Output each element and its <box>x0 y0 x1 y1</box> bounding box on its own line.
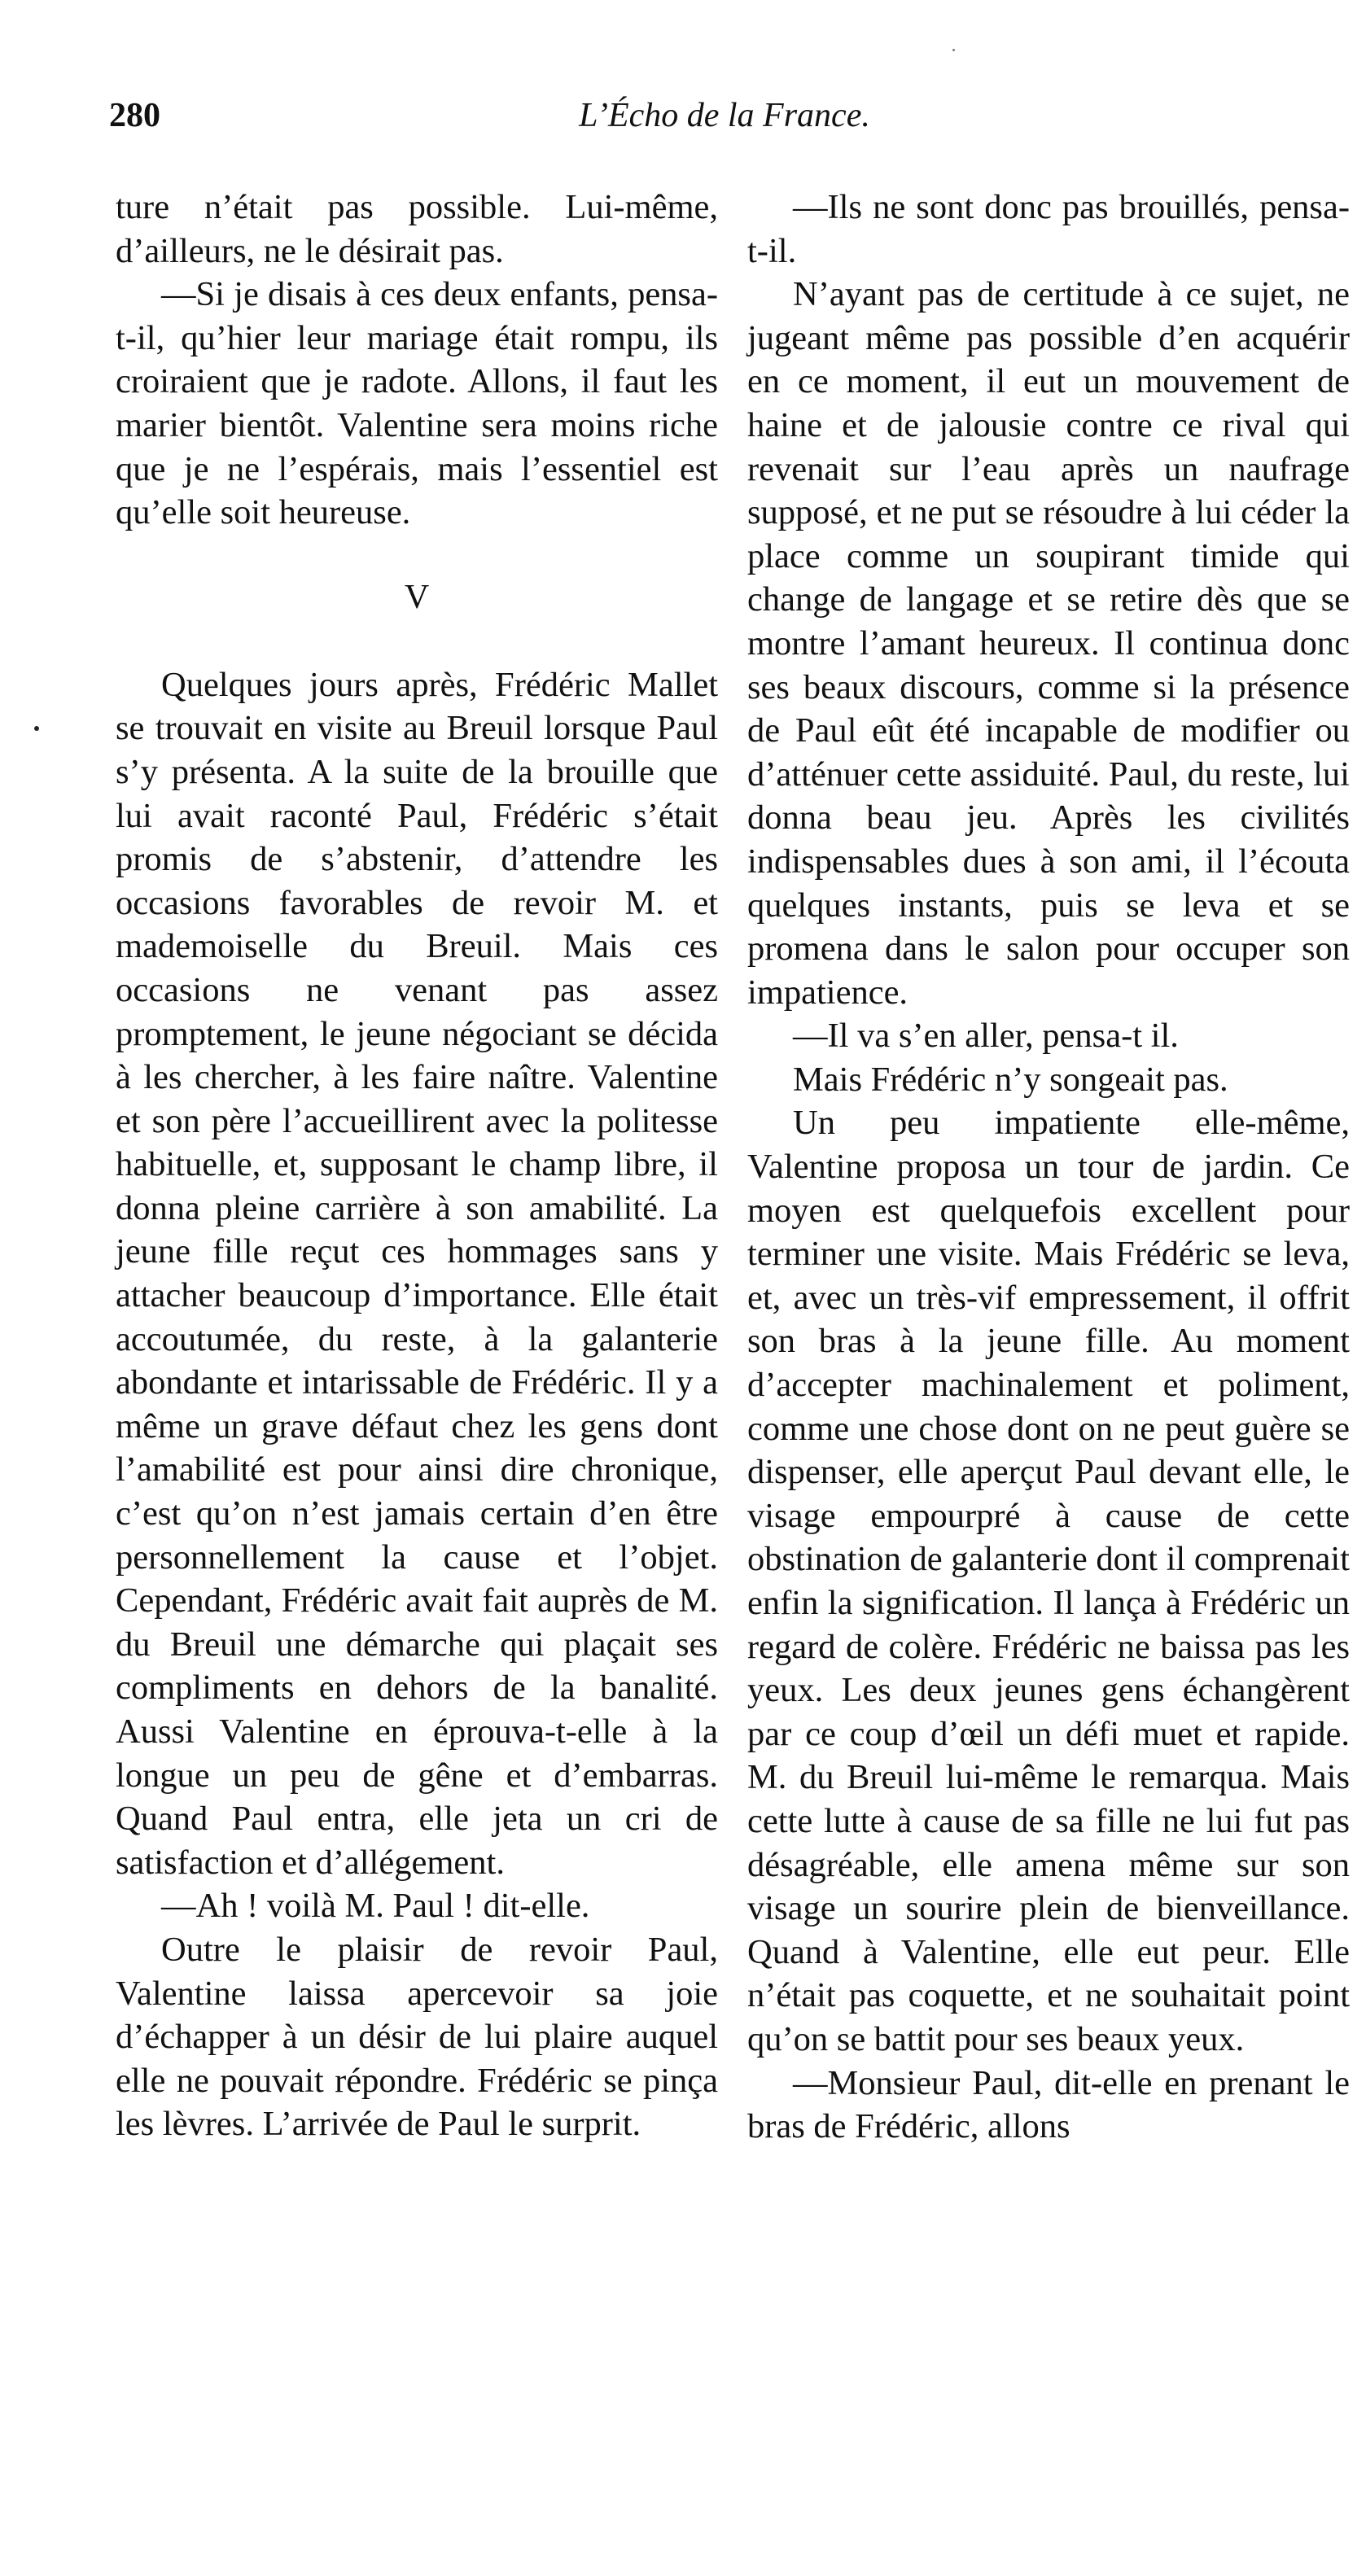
paragraph: —Si je disais à ces deux enfants, pensa-t-il, qu’hier leur mariage était rompu, ils croiraient que je radote. Allons, il faut les marier bientôt. Valentine sera moins riche que je ne l’espérais, mais l’essentiel est qu’elle soit heureuse. <box>116 275 718 532</box>
page-number: 280 <box>109 97 160 134</box>
paper-speck <box>952 49 955 51</box>
paragraph: —Ils ne sont donc pas brouillés, pensa-t-il. <box>747 188 1350 270</box>
paragraph: —Il va s’en aller, pensa-t il. <box>793 1017 1179 1056</box>
paragraph: Un peu impatiente elle-même, Valentine proposa un tour de jardin. Ce moyen est quelquefois excellent pour terminer une visite. Mais Frédéric se leva, et, avec un très-vif empressement, il offrit son bras à la jeune fille. Au moment d’accepter machinalement et poliment, comme une chose dont on ne peut guère se dispenser, elle aperçut Paul devant elle, le visage empourpré à cause de cette obstination de galanterie dont il comprenait enfin la signification. Il lança à Frédéric un regard de colère. Frédéric ne baissa pas les yeux. Les deux jeunes gens échangèrent par ce coup d’œil un défi muet et rapide. M. du Breuil lui-même le remarqua. Mais cette lutte à cause de sa fille ne lui fut pas désagréable, elle amena même sur son visage un sourire plein de bienveillance. Quand à Valentine, elle eut peur. Elle n’était pas coquette, et ne souhaitait point qu’on se battit pour ses beaux yeux. <box>747 1104 1350 2058</box>
paragraph: —Monsieur Paul, dit-elle en prenant le bras de Frédéric, allons <box>747 2063 1350 2146</box>
margin-mark <box>34 726 39 731</box>
running-head <box>109 96 1340 153</box>
paragraph: Outre le plaisir de revoir Paul, Valentine laissa apercevoir sa joie d’échapper à un désir de lui plaire auquel elle ne pouvait répondre. Frédéric se pinça les lèvres. L’arrivée de Paul le surprit. <box>116 1930 718 2144</box>
left-column <box>116 186 718 2146</box>
paragraph: Mais Frédéric n’y songeait pas. <box>793 1060 1228 1099</box>
paragraph: N’ayant pas de certitude à ce sujet, ne jugeant même pas possible d’en acquérir en ce moment, il eut un mouvement de haine et de jalousie contre ce rival qui revenait sur l’eau après un naufrage supposé, et ne put se résoudre à lui céder la place comme un soupirant timide qui change de langage et se retire dès que se montre l’amant heureux. Il continua donc ses beaux discours, comme si la présence de Paul eût été incapable de modifier ou d’atténuer cette assiduité. Paul, du reste, lui donna beau jeu. Après les civilités indispensables dues à son ami, il l’écouta quelques instants, puis se leva et se promena dans le salon pour occuper son impatience. <box>747 275 1350 1012</box>
paragraph: ture n’était pas possible. Lui-même, d’ailleurs, ne le désirait pas. <box>116 188 718 270</box>
right-column <box>747 186 1350 2149</box>
paragraph: Quelques jours après, Frédéric Mallet se trouvait en visite au Breuil lorsque Paul s’y présenta. A la suite de la brouille que lui avait raconté Paul, Frédéric s’était promis de s’abstenir, d’attendre les occasions favorables de revoir M. et mademoiselle du Breuil. Mais ces occasions ne venant pas assez promptement, le jeune négociant se décida à les chercher, à les faire naître. Valentine et son père l’accueillirent avec la politesse habituelle, et, supposant le champ libre, il donna pleine carrière à son amabilité. La jeune fille reçut ces hommages sans y attacher beaucoup d’importance. Elle était accoutumée, du reste, à la galanterie abondante et intarissable de Frédéric. Il y a même un grave défaut chez les gens dont l’amabilité est pour ainsi dire chronique, c’est qu’on n’est jamais certain d’en être personnellement la cause et l’objet. Cependant, Frédéric avait fait auprès de M. du Breuil une démarche qui plaçait ses compliments en dehors de la banalité. Aussi Valentine en éprouva-t-elle à la longue un peu de gêne et d’embarras. Quand Paul entra, elle jeta un cri de satisfaction et d’allégement. <box>116 665 718 1882</box>
paragraph: —Ah ! voilà M. Paul ! dit-elle. <box>161 1887 590 1926</box>
section-heading: V <box>404 578 430 616</box>
journal-title: L’Écho de la France. <box>579 97 870 134</box>
